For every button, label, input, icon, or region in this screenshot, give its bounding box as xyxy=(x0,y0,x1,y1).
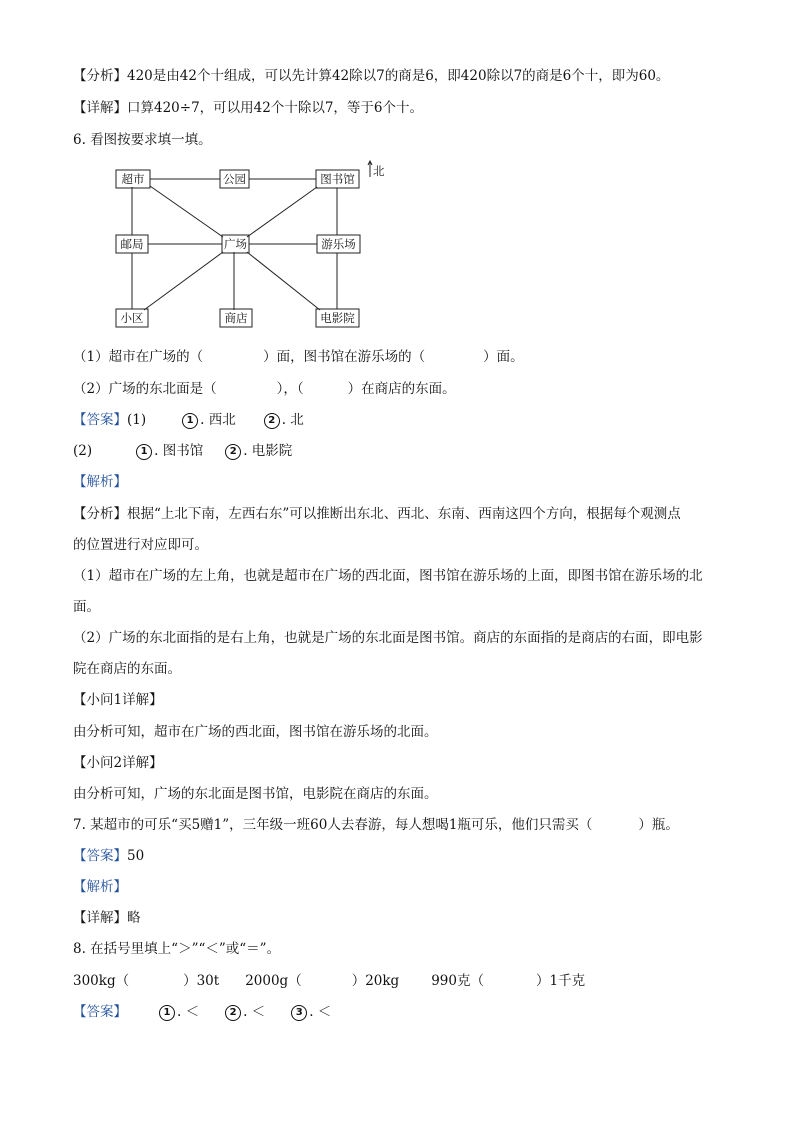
q5-detail: 【详解】口算420÷7，可以用42个十除以7，等于6个十。 xyxy=(73,100,424,116)
q8-title: 8. 在括号里填上“＞”“＜”或“＝”。 xyxy=(73,941,281,957)
q7-detail: 【详解】略 xyxy=(73,910,141,926)
q6-analysis-4: 面。 xyxy=(73,599,100,615)
q8-items: 300kg（ ）30t 2000g（ ）20kg 990克（ ）1千克 xyxy=(73,973,586,989)
label-amusement: 游乐场 xyxy=(321,237,356,251)
q6-analysis-6: 院在商店的东面。 xyxy=(73,661,181,677)
label-community: 小区 xyxy=(120,311,144,325)
q6-analysis-3: （1）超市在广场的左上角，也就是超市在广场的西北面，图书馆在游乐场的上面，即图书馆在游乐场的北 xyxy=(73,568,703,584)
q6-answer-1: 【答案】(1) 1 . 西北 2 . 北 xyxy=(73,412,304,428)
q6-analysis-1: 【分析】根据“上北下南，左西右东”可以推断出东北、西北、东南、西南这四个方向，根据每个观测点 xyxy=(73,506,681,522)
q6-jiexi: 【解析】 xyxy=(73,474,127,490)
q6-sub2-title: 【小问2详解】 xyxy=(73,755,163,771)
label-library: 图书馆 xyxy=(320,172,355,186)
north-label: 北 xyxy=(373,164,385,178)
q7-answer: 【答案】50 xyxy=(73,848,145,864)
label-square: 广场 xyxy=(224,237,247,251)
q6-answer-2: (2) 1 . 图书馆 2 . 电影院 xyxy=(73,443,293,459)
q6-sub1-detail: 由分析可知，超市在广场的西北面，图书馆在游乐场的北面。 xyxy=(73,724,438,740)
q6-sub1-title: 【小问1详解】 xyxy=(73,692,163,708)
label-park: 公园 xyxy=(223,172,246,186)
q7-jiexi: 【解析】 xyxy=(73,879,127,895)
q7-question: 7. 某超市的可乐“买5赠1”，三年级一班60人去春游，每人想喝1瓶可乐，他们只需买（ ）瓶。 xyxy=(73,817,679,833)
q6-analysis-5: （2）广场的东北面指的是右上角，也就是广场的东北面是图书馆。商店的东面指的是商店的右面，即电影 xyxy=(73,630,703,646)
q6-sub1: （1）超市在广场的（ ）面，图书馆在游乐场的（ ）面。 xyxy=(73,349,524,365)
direction-map-diagram xyxy=(110,160,400,332)
label-shop: 商店 xyxy=(224,311,248,325)
label-post: 邮局 xyxy=(120,237,144,251)
q6-sub2-detail: 由分析可知，广场的东北面是图书馆，电影院在商店的东面。 xyxy=(73,786,438,802)
q6-title: 6. 看图按要求填一填。 xyxy=(73,132,212,148)
q5-analysis: 【分析】420是由42个十组成，可以先计算42除以7的商是6，即420除以7的商是6个十，即为60。 xyxy=(73,68,670,84)
q6-sub2: （2）广场的东北面是（ ），（ ）在商店的东面。 xyxy=(73,381,456,397)
q8-answer: 【答案】 1 . ＜ 2 . ＜ 3 . ＜ xyxy=(73,1004,332,1020)
label-cinema: 电影院 xyxy=(320,311,355,325)
label-supermarket: 超市 xyxy=(121,172,145,186)
q6-analysis-2: 的位置进行对应即可。 xyxy=(73,537,208,553)
